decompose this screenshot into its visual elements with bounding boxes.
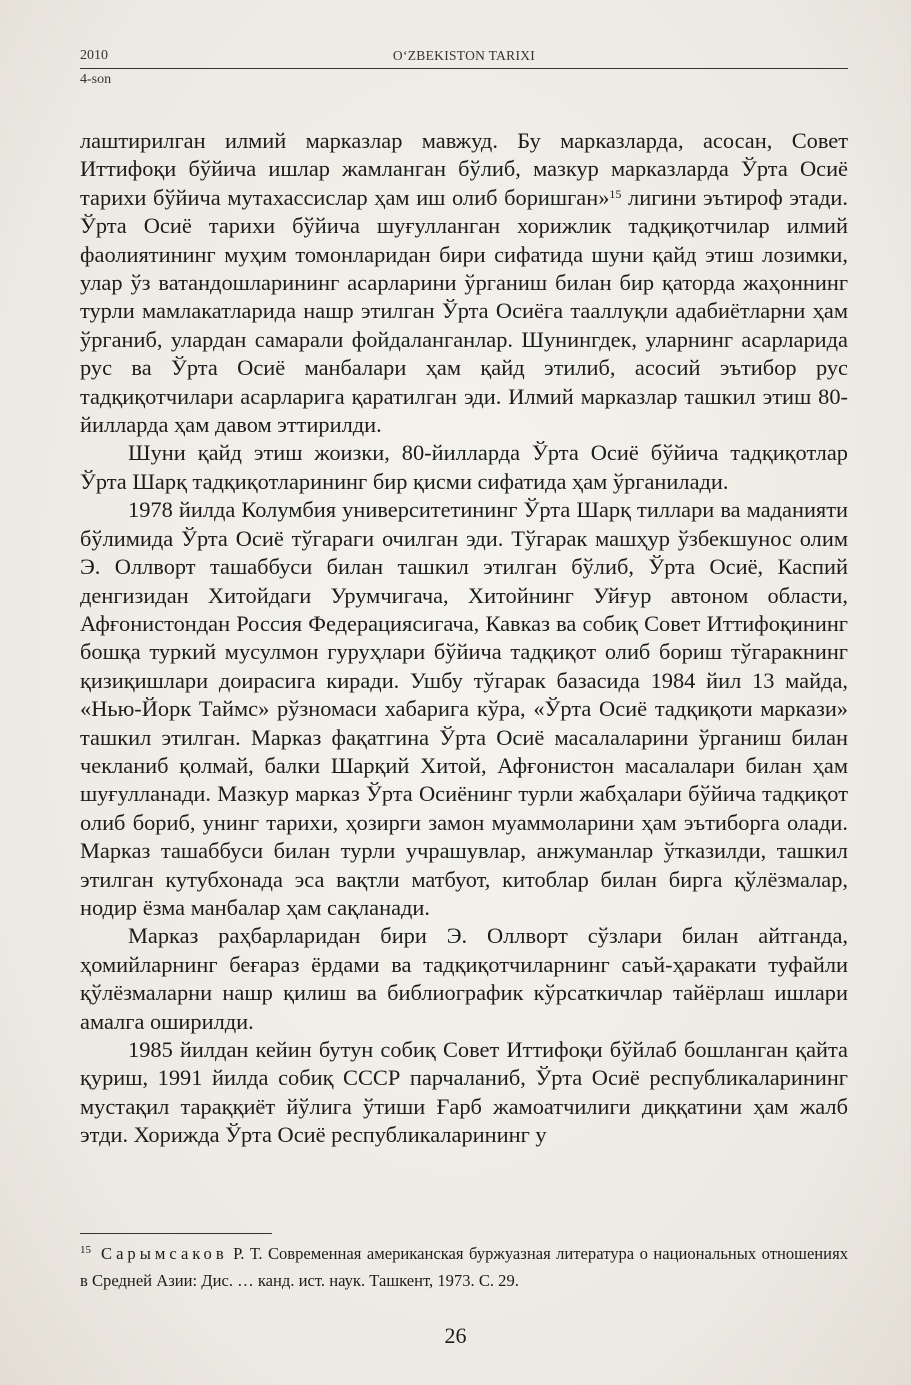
footnote-mark: 15 [80,1244,91,1256]
footnote [80,1242,848,1293]
paragraph-3: 1978 йилда Колумбия университетининг Ўрта Шарқ тиллари ва маданияти бўлимида Ўрта Осиё тўгараги очилган эди. Тўгарак машҳур ўзбекшунос олим Э. Оллворт ташаббуси билан ташкил этилган бўлиб, Ўрта Осиё, Каспий денгизидан Хитойдаги Урумчигача, Хитойнинг Уйғур автоном области, Афғонистондан Россия Федерациясигача, Кавказ ва собиқ Совет Иттифоқининг бошқа туркий мусулмон гуруҳлари бўйича тадқиқот олиб бориш тўгаракнинг қизиқишлари доирасига киради. Ушбу тўгарак базасида 1984 йил 13 майда, «Нью-Йорк Таймс» рўзномаси хабарига кўра, «Ўрта Осиё тадқиқоти маркази» ташкил этилган. Марказ фақатгина Ўрта Осиё масалаларини ўрганиш билан чекланиб қолмай, балки Шарқий Хитой, Афғонистон масалалари билан ҳам шуғулланади. Мазкур марказ Ўрта Осиёнинг турли жабҳалари бўйича тадқиқот олиб бориб, унинг тарихи, ҳозирги замон муаммоларини ҳам эътиборга олади. Марказ ташаббуси билан турли учрашувлар, анжуманлар ўтказилди, ташкил этилган кутубхонада эса вақтли матбуот, китоблар билан бирга қўлёзмалар, нодир ёзма манбалар ҳам сақланади. [80,497,848,920]
footnote-text: Р. Т. Современная американская буржуазная литература о национальных отношениях в Средней Азии: Дис. … канд. ист. наук. Ташкент, 1973. С. 29. [80,1244,848,1290]
paragraph-4: Марказ раҳбарларидан бири Э. Оллворт сўзлари билан айтганда, ҳомийларнинг беғараз ёрдами ва тадқиқотчиларнинг саъй-ҳаракати туфайли қўлёзмаларни нашр қилиш ва библиографик кўрсаткичлар тайёрлаш ишлари амалга оширилди. [80,923,848,1034]
journal-title: O‘ZBEKISTON TARIXI [392,48,536,63]
paragraph-2: Шуни қайд этиш жоизки, 80-йилларда Ўрта Осиё бўйича тадқиқотлар Ўрта Шарқ тадқиқотларининг бир қисми сифатида ҳам ўрганилади. [80,440,848,494]
article-body [80,127,848,1150]
paragraph-1 [80,127,848,439]
paragraph-1-text-a: лаштирилган илмий марказлар мавжуд. Бу марказларда, асосан, Совет Иттифоқи бўйича ишлар жамланган бўлиб, мазкур марказларда Ўрта Осиё тарихи бўйича мутахассислар ҳам иш олиб боришган» [80,128,848,210]
paragraph-5: 1985 йилдан кейин бутун собиқ Совет Иттифоқи бўйлаб бошланган қайта қуриш, 1991 йилда собиқ СССР парчаланиб, Ўрта Осиё республикаларининг мустақил тараққиёт йўлига ўтиши Ғарб жамоатчилиги диққатини ҳам жалб этди. Хорижда Ўрта Осиё республикаларининг у [80,1037,848,1148]
footnote-author: Сарымсаков [101,1244,228,1263]
issue-number: 4-son [80,72,112,87]
page-number: 26 [444,1323,467,1348]
running-head [80,46,848,69]
header-year: 2010 [80,48,108,63]
footnote-separator [80,1233,272,1234]
paragraph-1-text-b: лигини эътироф этади. Ўрта Осиё тарихи бўйича шуғулланган хорижлик тадқиқотчилар илмий фаолиятининг муҳим томонларидан бири сифатида шуни қайд этиш лозимки, улар ўз ватандошларининг асарларини ўрганиш билан бир қаторда жаҳоннинг турли мамлакатларида нашр этилган Ўрта Осиёга тааллуқли адабиётларни ҳам ўрганиб, улардан самарали фойдаланганлар. Шунингдек, уларнинг асарларида рус ва Ўрта Осиё манбалари ҳам қайд этилиб, асосий эътибор рус тадқиқотчилари асарларига қаратилган эди. Илмий марказлар ташкил этиш 80-йилларда ҳам давом эттирилди. [80,184,849,438]
footnote-ref: 15 [609,186,622,201]
